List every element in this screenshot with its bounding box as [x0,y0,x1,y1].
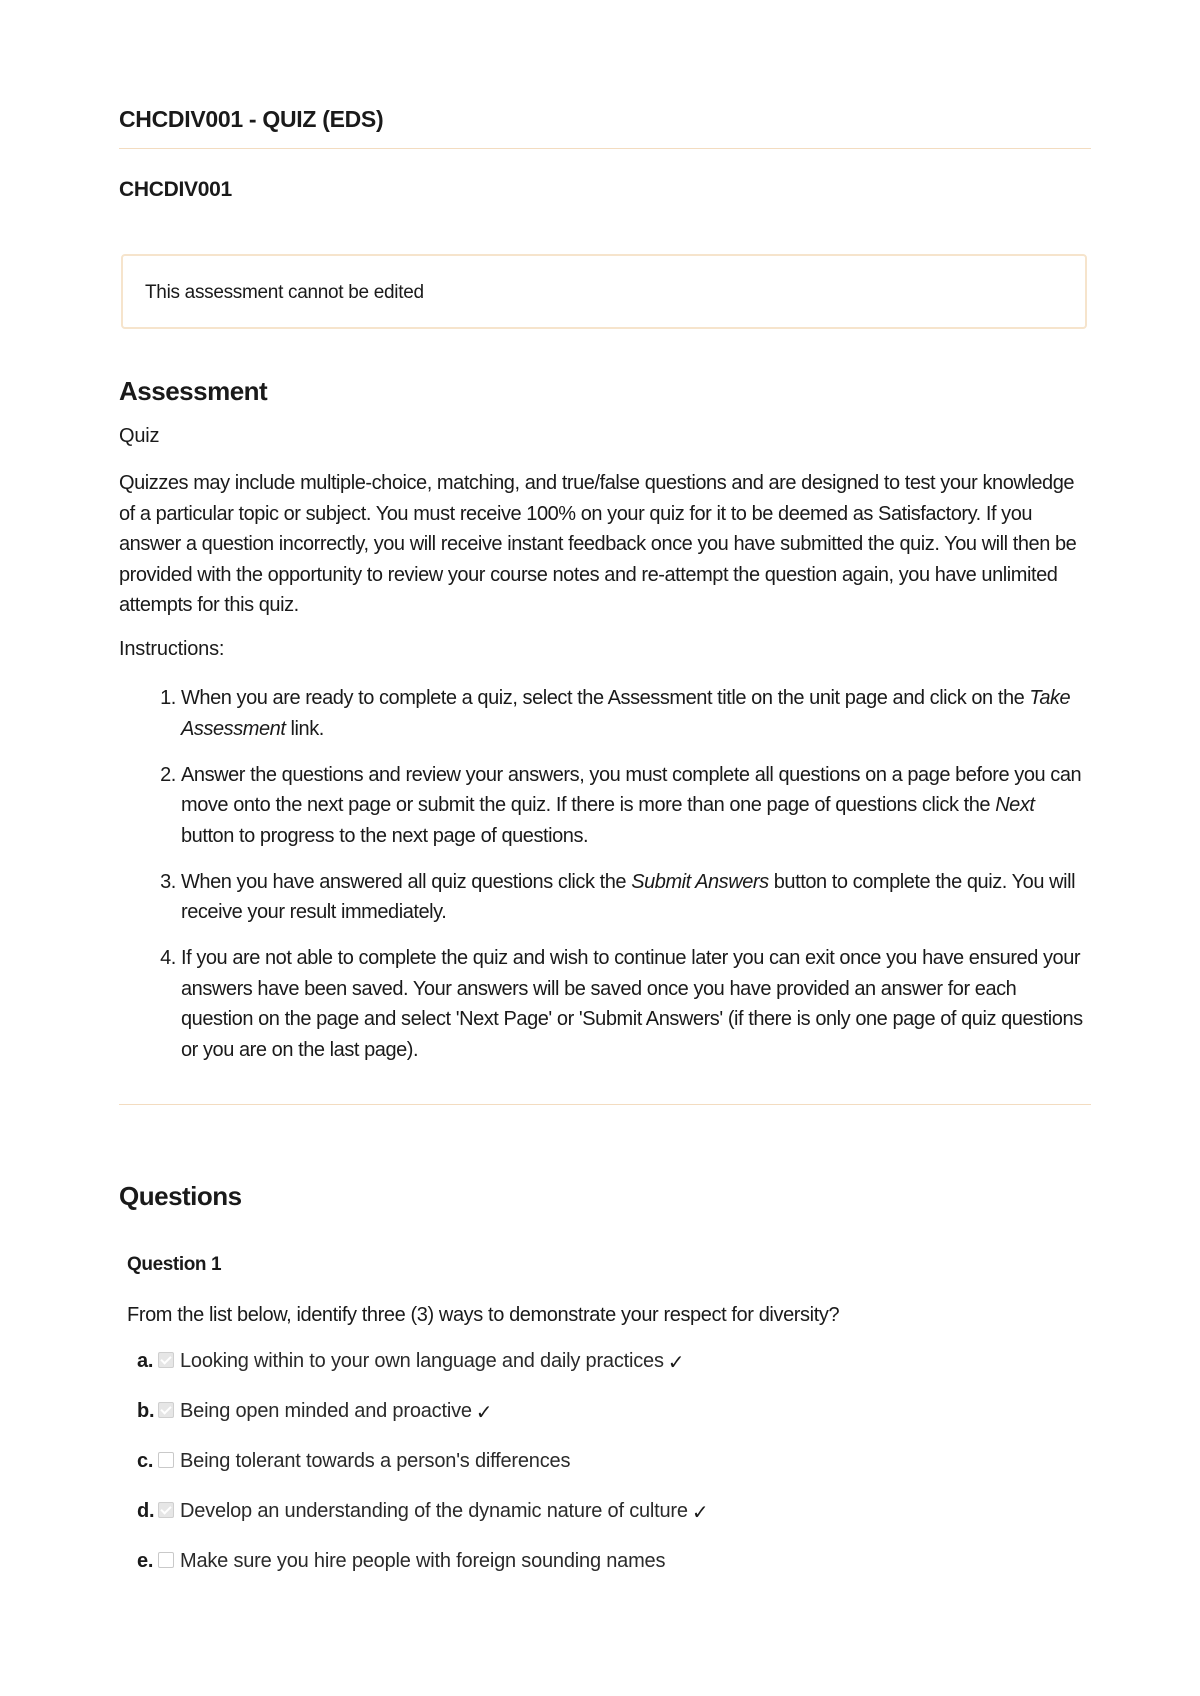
instructions-list [119,683,1091,1081]
section-divider [119,1104,1091,1105]
option-text: Being open minded and proactive [180,1400,472,1422]
answer-option-e [137,1550,1037,1600]
read-only-notice [121,254,1087,329]
answer-checkbox[interactable] [158,1552,174,1568]
answer-checkbox[interactable] [158,1402,174,1418]
option-text: Being tolerant towards a person's differences [180,1450,571,1472]
answer-checkbox[interactable] [158,1452,174,1468]
assessment-description: Quizzes may include multiple-choice, matching, and true/false questions and are designed to test your knowledge of a particular topic or subject. You must receive 100% on your quiz for it to be deemed as Satisfactory. If you answer a question incorrectly, you will receive instant feedback once you have submitted the quiz. You will then be provided with the opportunity to review your course notes and re-attempt the question again, you have unlimited attempts for this quiz. [119,472,1077,616]
instructions-label: Instructions: [119,638,225,660]
question-text: From the list below, identify three (3) ways to demonstrate your respect for diversity? [127,1304,840,1326]
answer-option-b [137,1400,1037,1450]
answer-options [137,1350,1037,1600]
assessment-type: Quiz [119,425,160,447]
option-letter: e. [137,1550,154,1572]
answer-option-c [137,1450,1037,1500]
correct-check-icon: ✓ [667,1352,685,1374]
answer-checkbox[interactable] [158,1352,174,1368]
option-letter: c. [137,1450,154,1472]
option-letter: b. [137,1400,155,1422]
option-letter: a. [137,1350,154,1372]
document-title: CHCDIV001 - QUIZ (EDS) [119,106,384,132]
question-label: Question 1 [127,1254,222,1275]
title-divider [119,148,1091,149]
instruction-item: 2. Answer the questions and review your answers, you must complete all questions on a page before you can move onto the next page or submit the quiz. If there is more than one page of questions click the Next button to progress to the next page of questions. [181,760,1091,852]
answer-option-d [137,1500,1037,1550]
answer-checkbox[interactable] [158,1502,174,1518]
unit-code: CHCDIV001 [119,178,232,201]
notice-text: This assessment cannot be edited [145,282,424,303]
emphasis-text: Submit Answers [631,870,769,893]
instruction-item: 1. When you are ready to complete a quiz, select the Assessment title on the unit page and click on the Take Assessment link. [181,683,1091,744]
emphasis-text: Next [995,794,1035,816]
instruction-item: 4. If you are not able to complete the quiz and wish to continue later you can exit once you have ensured your answers have been saved. Your answers will be saved once you have provided an answer for each question on the page and select 'Next Page' or 'Submit Answers' (if there is only one page of quiz questions or you are on the last page). [181,943,1091,1065]
option-text: Looking within to your own language and daily practices [180,1350,664,1372]
answer-option-a [137,1350,1037,1400]
correct-check-icon: ✓ [691,1502,709,1524]
questions-heading: Questions [119,1181,242,1211]
correct-check-icon: ✓ [475,1402,493,1424]
instruction-item: 3. When you have answered all quiz questions click the Submit Answers button to complete the quiz. You will receive your result immediately. [181,867,1091,928]
emphasis-text: Take Assessment [181,687,1071,740]
option-text: Make sure you hire people with foreign sounding names [180,1550,666,1572]
option-letter: d. [137,1500,155,1522]
option-text: Develop an understanding of the dynamic nature of culture [180,1500,688,1522]
assessment-heading: Assessment [119,376,268,406]
